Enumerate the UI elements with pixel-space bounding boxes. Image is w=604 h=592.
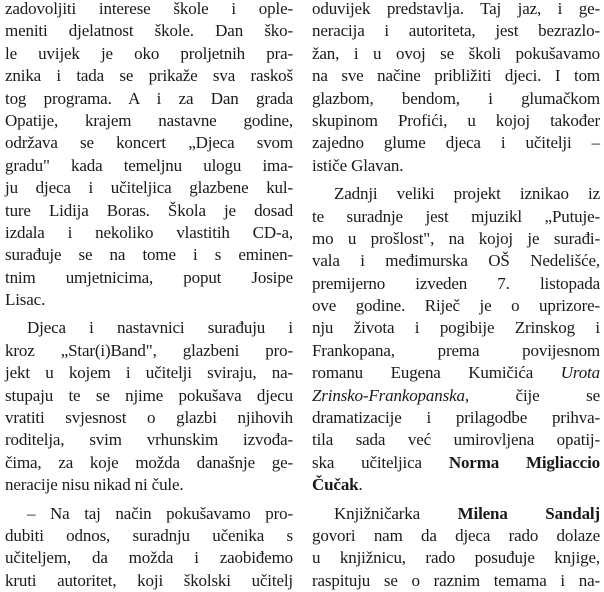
text-line: meniti djelatnost škole. Dan ško- xyxy=(5,21,293,41)
text-line: u knjižnicu, rado posuđuje knjige, xyxy=(312,548,600,568)
right-column xyxy=(312,0,600,592)
text-line: zajedno glume djeca i učitelji – xyxy=(312,133,600,153)
text-line: Frankopana, prema povijesnom xyxy=(312,340,600,360)
text-line: vratiti svjesnost o glazbi njihovih xyxy=(5,408,293,428)
text-line: ture Lidija Boras. Škola je dosad xyxy=(5,200,293,220)
text-line: glazbom, bendom, i glumačkom xyxy=(312,88,600,108)
text-line: znika i tada se prikaže sva raskoš xyxy=(5,66,293,86)
text-line: čima, za koje možda današnje ge- xyxy=(5,452,293,472)
text-line xyxy=(312,474,600,496)
text-line: le uvijek je oko proljetnih pra- xyxy=(5,43,293,63)
text-line: dubiti odnos, suradnju učenika s xyxy=(5,525,293,545)
text-line: dramatizacije i prilagodbe prihva- xyxy=(312,408,600,428)
text-line: govori nam da djeca rado dolaze xyxy=(312,525,600,545)
text-line: roditelja, svim vrhunskim izvođa- xyxy=(5,430,293,450)
text-line: kruti autoritet, koji školski učitelj xyxy=(5,570,293,590)
text-fragment: romanu Eugena Kumičića xyxy=(312,363,561,383)
text-line xyxy=(312,452,600,474)
text-line: neracija i autoriteta, jest bezrazlo- xyxy=(312,21,600,41)
text-line: zadovoljiti interese škole i ople- xyxy=(5,0,293,18)
text-line: žan, i u ovoj se školi pokušavamo xyxy=(312,43,600,63)
text-line: jekt u kojem i učitelji sviraju, na- xyxy=(5,363,293,383)
text-line xyxy=(312,385,600,407)
text-line: Djeca i nastavnici surađuju i xyxy=(27,318,293,338)
text-line: neracije nisu nikad ni čule. xyxy=(5,475,184,495)
text-line: stupaju te se njime pokušava djecu xyxy=(5,385,293,405)
text-line: premijerno izveden 7. listopada xyxy=(312,273,600,293)
text-line: tila sada već umirovljena opatij- xyxy=(312,430,600,450)
left-column xyxy=(5,0,293,592)
text-line: kroz „Star(i)Band", glazbeni pro- xyxy=(5,340,293,360)
text-line: Opatije, krajem nastavne godine, xyxy=(5,110,293,130)
text-line: tog programa. A i za Dan grada xyxy=(5,88,293,108)
text-line: skupinom Profići, u kojoj također xyxy=(312,110,600,130)
person-name: Milena Sandalj xyxy=(457,503,601,523)
text-line: raspituju se o raznim temama i na- xyxy=(312,570,600,590)
text-line: mo u prošlost", na kojoj je surađi- xyxy=(312,228,600,248)
text-line: ističe Glavan. xyxy=(312,155,404,175)
person-name: Čučak xyxy=(312,475,359,495)
text-line: Zadnji veliki projekt iznikao iz xyxy=(334,184,600,204)
text-line: oduvijek predstavlja. Taj jaz, i ge- xyxy=(312,0,600,18)
text-fragment: . xyxy=(358,475,363,495)
text-line: na sve načine približiti djeci. I tom xyxy=(312,66,600,86)
text-line: izdala i nekoliko vlastitih CD-a, xyxy=(5,222,293,242)
text-line: gradu" kada temeljnu ulogu ima- xyxy=(5,155,293,175)
text-line xyxy=(312,362,600,384)
text-line: učiteljem, da možda i zaobiđemo xyxy=(5,548,293,568)
text-line: ove godine. Riječ je o uprizore- xyxy=(312,296,600,316)
text-line: – Na taj način pokušavamo pro- xyxy=(27,503,293,523)
text-line: vala i međimurska OŠ Nedelišće, xyxy=(312,251,600,271)
text-line: nju života i pogibije Zrinskog i xyxy=(312,318,600,338)
person-name: Norma Migliaccio xyxy=(448,452,600,472)
text-line: ju djeca i učiteljica glazbene kul- xyxy=(5,178,293,198)
text-line xyxy=(312,503,600,525)
text-fragment: , čije se xyxy=(464,385,600,405)
text-fragment: Knjižničarka xyxy=(334,503,458,523)
text-line: tnim umjetnicima, poput Josipe xyxy=(5,267,293,287)
text-line: surađuje se na tome i s eminen- xyxy=(5,245,293,265)
text-line: Lisac. xyxy=(5,290,46,310)
novel-title: Zrinsko-Frankopanska xyxy=(312,385,465,405)
text-fragment: ska učiteljica xyxy=(312,452,449,472)
novel-title: Urota xyxy=(560,363,600,383)
text-line: održava se koncert „Djeca svom xyxy=(5,133,293,153)
text-line: te suradnje jest mjuzikl „Putuje- xyxy=(312,206,600,226)
